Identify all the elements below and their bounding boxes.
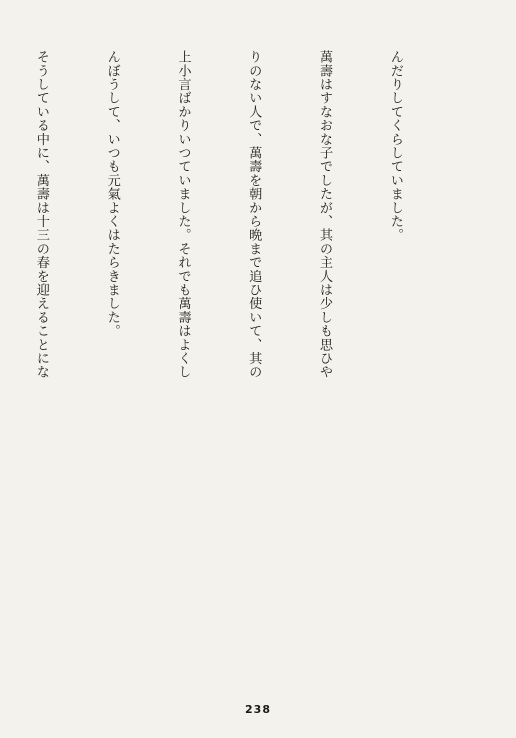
text-line: りのない人で、萬壽を朝から晩まで追ひ使いて、其の <box>246 50 262 379</box>
text-line: んぼうして、いつも元氣よくはたらきました。 <box>104 50 120 338</box>
text-line: そうしている中に、萬壽は十三の春を迎えることにな <box>34 50 49 379</box>
text-line: んだりしてくらしていました。 <box>387 50 403 242</box>
page-number: 238 <box>245 703 271 716</box>
text-line: 上小言ばかりいつていました。それでも萬壽はよくし <box>175 50 191 379</box>
text-line: 萬壽はすなおな子でしたが、其の主人は少しも思ひや <box>317 50 333 379</box>
vertical-body-text <box>34 50 454 698</box>
